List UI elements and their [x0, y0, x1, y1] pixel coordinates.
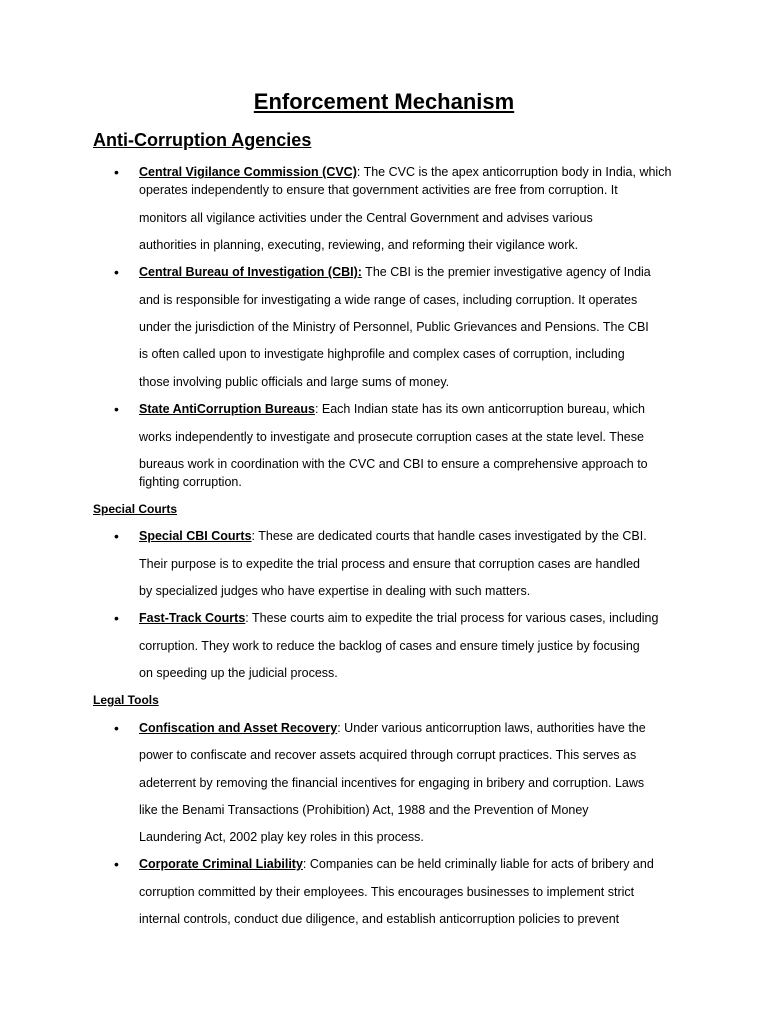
text-line: operates independently to ensure that government activities are free from corruption. It [139, 183, 618, 197]
text-line: corruption committed by their employees. This encourages businesses to implement strict [139, 885, 635, 899]
bullet-icon: • [114, 720, 119, 736]
text-line: Laundering Act, 2002 play key roles in this process. [139, 830, 424, 844]
document-title: Enforcement Mechanism [253, 89, 515, 114]
term-cbi: Central Bureau of Investigation (CBI): [139, 265, 362, 279]
bullet-icon: • [114, 610, 119, 626]
text-line: bureaus work in coordination with the CVC and CBI to ensure a comprehensive approach to [139, 457, 648, 471]
text-line: is often called upon to investigate highprofile and complex cases of corruption, including [139, 347, 625, 361]
text-line: by specialized judges who have expertise in dealing with such matters. [139, 584, 531, 598]
text-line: on speeding up the judicial process. [139, 666, 338, 680]
text-line: The CBI is the premier investigative agency of India [361, 265, 651, 279]
text-line: : These courts aim to expedite the trial process for various cases, including [245, 611, 659, 625]
bullet-icon: • [114, 856, 119, 872]
text-line: authorities in planning, executing, reviewing, and reforming their vigilance work. [139, 238, 579, 252]
term-special-cbi-courts: Special CBI Courts [139, 529, 252, 543]
term-cvc: Central Vigilance Commission (CVC) [139, 165, 357, 179]
text-line: internal controls, conduct due diligence, and establish anticorruption policies to prevent [139, 912, 620, 926]
text-line: fighting corruption. [139, 475, 242, 489]
text-line: : The CVC is the apex anticorruption body in India, which [356, 165, 672, 179]
text-line: and is responsible for investigating a wide range of cases, including corruption. It operates [139, 293, 638, 307]
text-line: like the Benami Transactions (Prohibition) Act, 1988 and the Prevention of Money [139, 803, 589, 817]
term-fast-track-courts: Fast-Track Courts [139, 611, 246, 625]
list-item-state-acb [139, 401, 645, 417]
bullet-icon: • [114, 164, 119, 180]
list-item-special-cbi-courts [139, 528, 647, 544]
text-line: : Under various anticorruption laws, authorities have the [337, 721, 646, 735]
text-line: corruption. They work to reduce the backlog of cases and ensure timely justice by focusing [139, 639, 640, 653]
bullet-icon: • [114, 528, 119, 544]
text-line: adeterrent by removing the financial incentives for engaging in bribery and corruption. Laws [139, 776, 645, 790]
text-line: : Companies can be held criminally liable for acts of bribery and [302, 857, 654, 871]
list-item-fast-track-courts [139, 610, 658, 626]
sub-heading-special-courts: Special Courts [93, 502, 178, 516]
list-item-cvc [139, 164, 671, 180]
text-line: works independently to investigate and prosecute corruption cases at the state level. These [139, 430, 644, 444]
term-state-acb: State AntiCorruption Bureaus [139, 402, 315, 416]
text-line: Their purpose is to expedite the trial process and ensure that corruption cases are handled [139, 557, 640, 571]
section-heading-anti-corruption-agencies: Anti-Corruption Agencies [93, 130, 312, 150]
sub-heading-legal-tools: Legal Tools [93, 693, 159, 707]
bullet-icon: • [114, 264, 119, 280]
list-item-cbi [139, 264, 651, 280]
text-line: under the jurisdiction of the Ministry of Personnel, Public Grievances and Pensions. The CBI [139, 320, 649, 334]
bullet-icon: • [114, 401, 119, 417]
list-item-corporate-liability [139, 856, 654, 872]
text-line: those involving public officials and large sums of money. [139, 375, 450, 389]
text-line: monitors all vigilance activities under the Central Government and advises various [139, 211, 593, 225]
text-line: : Each Indian state has its own anticorruption bureau, which [314, 402, 645, 416]
term-confiscation: Confiscation and Asset Recovery [139, 721, 338, 735]
text-line: : These are dedicated courts that handle cases investigated by the CBI. [251, 529, 647, 543]
text-line: power to confiscate and recover assets acquired through corrupt practices. This serves as [139, 748, 637, 762]
list-item-confiscation [139, 720, 646, 736]
term-corporate-liability: Corporate Criminal Liability [139, 857, 303, 871]
